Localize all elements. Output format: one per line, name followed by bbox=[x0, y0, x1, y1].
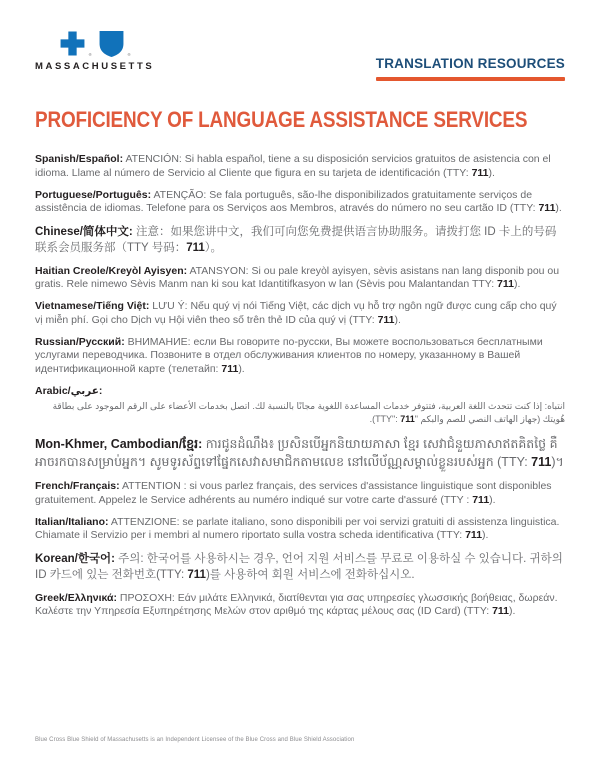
tty-number: 711 bbox=[465, 529, 483, 541]
tty-number: 711 bbox=[186, 242, 205, 254]
language-text: ВНИМАНИЕ: если Вы говорите по-русски, Вы можете воспользоваться бесплатными услугами переводчика. Позвоните в отдел обслуживания клиентов по номеру, указанному в Вашей идентификационной карте (телетайп: bbox=[35, 335, 543, 375]
tty-number: 711 bbox=[497, 278, 514, 290]
banner bbox=[376, 56, 565, 81]
language-text: ATTENZIONE: se parlate italiano, sono disponibili per voi servizi gratuiti di assistenza linguistica. Chiamate il Servizio per i membri al numero riportato sulla vostra scheda identificativa (TTY: bbox=[35, 515, 560, 541]
language-label: Chinese/简体中文: bbox=[35, 226, 133, 238]
tty-number: 711 bbox=[187, 569, 206, 581]
tty-number: 711 bbox=[472, 493, 490, 506]
language-paragraph-french bbox=[35, 480, 565, 507]
language-text: ). bbox=[482, 529, 489, 541]
tty-number: 711 bbox=[471, 166, 489, 179]
language-label: Arabic/عربي: bbox=[35, 384, 103, 397]
language-label: Spanish/Español: bbox=[35, 153, 124, 165]
page-title: PROFICIENCY OF LANGUAGE ASSISTANCE SERVICES bbox=[35, 107, 528, 132]
language-text: ATENÇÃO: Se fala português, são-lhe disponibilizados gratuitamente serviços de assistência de idiomas. Telefone para os Serviços aos Membros, através do número no seu cartão ID (TTY: bbox=[35, 188, 539, 214]
language-text: ). bbox=[509, 605, 516, 617]
banner-title: TRANSLATION RESOURCES bbox=[375, 56, 565, 71]
tty-number: 711 bbox=[531, 455, 552, 469]
arabic-text-block bbox=[35, 400, 565, 426]
language-text: 주의: 한국어를 사용하시는 경우, 언어 지원 서비스를 무료로 이용하실 수 있습니다. 귀하의 ID 카드에 있는 전화번호(TTY: bbox=[35, 553, 563, 581]
blue-cross-icon bbox=[59, 30, 86, 57]
language-paragraph-chinese bbox=[35, 224, 565, 256]
licensee-disclaimer: Blue Cross Blue Shield of Massachusetts is an Independent Licensee of the Blue Cross and Blue Shield Association bbox=[35, 737, 355, 743]
language-paragraph-haitian-creole bbox=[35, 265, 565, 292]
language-text: ）。 bbox=[204, 242, 223, 254]
blue-shield-icon bbox=[98, 30, 125, 57]
language-paragraph-greek bbox=[35, 592, 565, 619]
language-text: ). bbox=[488, 166, 495, 179]
language-text: ATTENTION : si vous parlez français, des services d'assistance linguistique sont disponibles gratuitement. Appelez le Service adhérents au numéro indiqué sur votre carte d'assuré (TTY : bbox=[35, 480, 552, 506]
tty-number: 711 bbox=[400, 414, 415, 424]
language-label: French/Français: bbox=[35, 480, 120, 492]
language-text: ). bbox=[489, 493, 496, 506]
language-paragraph-arabic bbox=[35, 385, 565, 427]
language-text: انتباه: إذا كنت تتحدث اللغة العربية، فتتوفر خدمات المساعدة اللغوية مجانًا بالنسبة لك. اتصل بخدمات الأعضاء على الرقم الموجود على بطاقة هُويتك (جهاز الهاتف النصي للصم والبكم "TTY": bbox=[52, 401, 565, 424]
language-label: Mon-Khmer, Cambodian/ខ្មែរ: bbox=[35, 436, 203, 451]
page-header bbox=[0, 0, 600, 81]
language-text: ). bbox=[555, 202, 562, 214]
language-text: )를 사용하여 회원 서비스에 전화하십시오. bbox=[205, 569, 415, 581]
banner-underline bbox=[376, 77, 565, 81]
language-label: Russian/Русский: bbox=[35, 335, 125, 348]
language-text: ATENCIÓN: Si habla español, tiene a su disposición servicios gratuitos de asistencia con el idioma. Llame al número de Servicio al Cliente que figura en su tarjeta de identificación (TTY: bbox=[35, 153, 551, 179]
language-label: Greek/Ελληνικά: bbox=[35, 591, 118, 604]
tty-number: 711 bbox=[377, 313, 395, 326]
language-text: ATANSYON: Si ou pale kreyòl ayisyen, sèvis asistans nan lang disponib pou ou gratis. Rele nimewo Sèvis Manm nan ki sou kat Idantitifkasyon w lan (Sèvis pou Malantandan TTY: bbox=[35, 264, 560, 290]
bcbs-logo bbox=[35, 30, 154, 72]
language-text: ). bbox=[513, 278, 521, 290]
language-text: ). bbox=[238, 362, 245, 375]
language-paragraph-spanish bbox=[35, 153, 565, 180]
language-paragraph-vietnamese bbox=[35, 300, 565, 327]
tty-number: 711 bbox=[538, 202, 556, 214]
language-label: Haitian Creole/Kreyòl Ayisyen: bbox=[35, 264, 188, 277]
language-label: Portuguese/Português: bbox=[35, 188, 152, 201]
language-paragraphs bbox=[0, 133, 600, 619]
registered-mark: ® bbox=[88, 52, 92, 57]
language-text: ). bbox=[394, 313, 401, 326]
brand-name: MASSACHUSETTS bbox=[35, 61, 155, 72]
language-label: Vietnamese/Tiếng Việt: bbox=[35, 300, 150, 312]
language-text: )។ bbox=[551, 455, 564, 469]
language-paragraph-khmer bbox=[35, 435, 565, 472]
language-paragraph-korean bbox=[35, 551, 565, 583]
language-label: Italian/Italiano: bbox=[35, 515, 109, 528]
language-text: LƯU Ý: Nếu quý vị nói Tiếng Việt, các dịch vụ hỗ trợ ngôn ngữ được cung cấp cho quý vị miễn phí. Gọi cho Dịch vụ Hội viên theo số trên thẻ ID của quý vị (TTY: bbox=[35, 300, 557, 326]
tty-number: 711 bbox=[221, 362, 239, 375]
tty-number: 711 bbox=[492, 605, 510, 617]
language-text: ការជូនដំណឹង៖ ប្រសិនបើអ្នកនិយាយភាសា ខ្មែរ សេវាជំនួយភាសាឥតគិតថ្លៃ គឺអាចរកបានសម្រាប់អ្នក។ សូមទូរស័ព្ទទៅផ្នែកសេវាសមាជិកតាមលេខ នៅលើប័ណ្ណសម្គាល់ខ្លួនរបស់អ្នក (TTY: bbox=[35, 436, 558, 469]
language-text: ). bbox=[369, 414, 376, 424]
language-paragraph-portuguese bbox=[35, 189, 565, 216]
language-label: Korean/한국어: bbox=[35, 553, 115, 565]
language-text: ΠΡΟΣΟΧΗ: Εάν μιλάτε Ελληνικά, διατίθενται για σας υπηρεσίες γλωσσικής βοήθειας, δωρεάν. Καλέστε την Υπηρεσία Εξυπηρέτησης Μελών στον αριθμό της κάρτας μέλους σας (ID Card) (TTY: bbox=[35, 591, 558, 617]
language-text: 注意：如果您讲中文，我们可向您免费提供语言协助服务。请拨打您 ID 卡上的号码联系会员服务部（TTY 号码： bbox=[35, 226, 557, 254]
language-paragraph-russian bbox=[35, 336, 565, 377]
registered-mark: ® bbox=[127, 52, 131, 57]
language-paragraph-italian bbox=[35, 516, 565, 543]
